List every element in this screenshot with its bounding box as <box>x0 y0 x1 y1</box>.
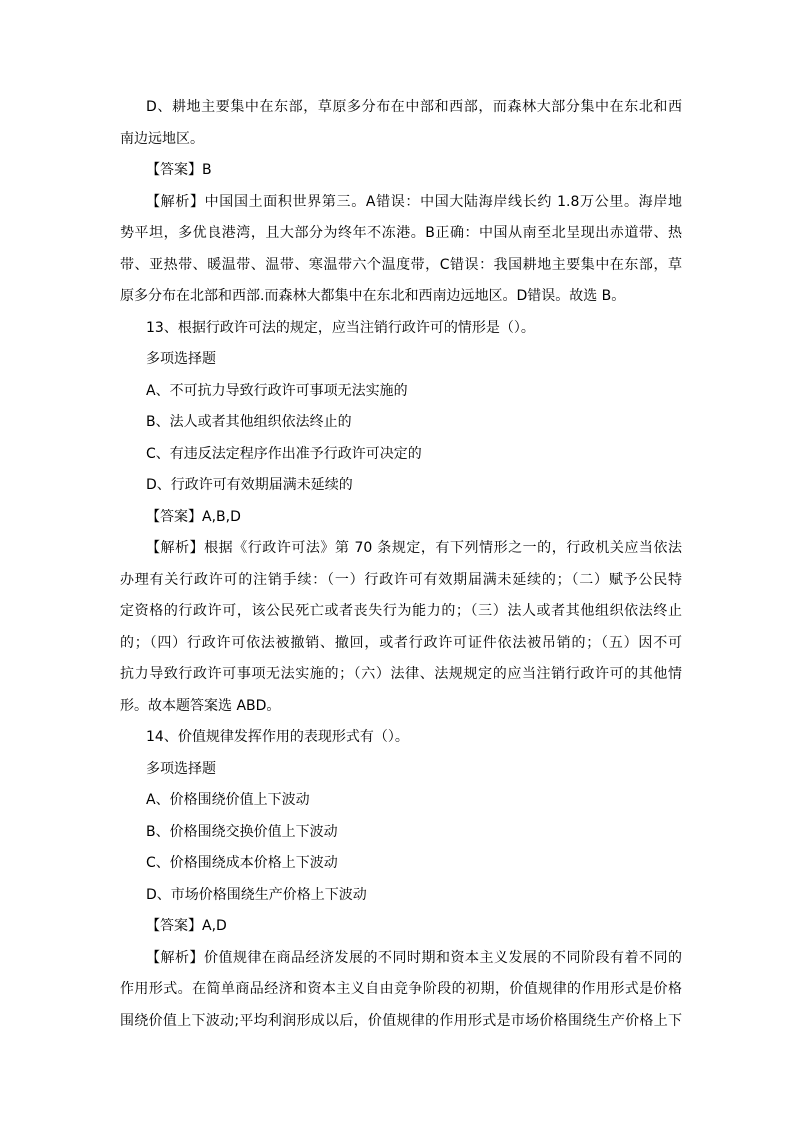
text-line: D、耕地主要集中在东部，草原多分布在中部和西部，而森林大部分集中在东北和西 <box>146 99 682 115</box>
text-line: C、有违反法定程序作出准予行政许可决定的 <box>146 445 422 462</box>
text-line: 【答案】A,D <box>146 918 227 934</box>
text-line: 定资格的行政许可，该公民死亡或者丧失行为能力的；（三）法人或者其他组织依法终止 <box>120 603 682 619</box>
text-line: C、价格围绕成本价格上下波动 <box>146 855 338 871</box>
paragraph <box>120 502 682 534</box>
paragraph <box>120 155 682 187</box>
text-line: 【解析】价值规律在商品经济发展的不同时期和资本主义发展的不同阶段有着不同的 <box>146 949 682 966</box>
text-line: B、价格围绕交换价值上下波动 <box>146 823 338 840</box>
paragraph <box>120 407 682 439</box>
text-line: 的；（四）行政许可依法被撤销、撤回，或者行政许可证件依法被吊销的；（五）因不可 <box>120 634 682 651</box>
paragraph <box>120 943 682 1038</box>
text-line: 南边远地区。 <box>120 130 204 147</box>
document-body <box>120 92 682 1037</box>
paragraph <box>120 470 682 502</box>
text-line: 【解析】中国国土面积世界第三。A错误：中国大陆海岸线长约 1.8万公里。海岸地 <box>146 193 682 210</box>
paragraph <box>120 785 682 817</box>
paragraph <box>120 848 682 880</box>
text-line: 14、价值规律发挥作用的表现形式有（）。 <box>146 729 409 745</box>
paragraph <box>120 344 682 376</box>
paragraph <box>120 754 682 786</box>
text-line: 【答案】A,B,D <box>146 508 241 525</box>
paragraph <box>120 313 682 345</box>
text-line: 13、根据行政许可法的规定，应当注销行政许可的情形是（）。 <box>146 319 535 336</box>
text-line: D、市场价格围绕生产价格上下波动 <box>146 886 367 903</box>
paragraph <box>120 533 682 722</box>
text-line: 【答案】B <box>146 162 212 178</box>
paragraph <box>120 722 682 754</box>
text-line: 围绕价值上下波动;平均利润形成以后，价值规律的作用形式是市场价格围绕生产价格上下 <box>120 1012 682 1029</box>
text-line: 势平坦，多优良港湾，且大部分为终年不冻港。B正确：中国从南至北呈现出赤道带、热 <box>120 225 682 241</box>
paragraph <box>120 911 682 943</box>
text-line: 抗力导致行政许可事项无法实施的；（六）法律、法规规定的应当注销行政许可的其他情 <box>120 666 682 682</box>
text-line: 办理有关行政许可的注销手续：（一）行政许可有效期届满未延续的；（二）赋予公民特 <box>120 571 682 588</box>
text-line: 多项选择题 <box>146 351 216 367</box>
text-line: 多项选择题 <box>146 760 216 777</box>
paragraph <box>120 817 682 849</box>
text-line: 原多分布在北部和西部.而森林大都集中在东北和西南边远地区。D错误。故选 B。 <box>120 288 626 304</box>
paragraph <box>120 92 682 155</box>
text-line: 作用形式。在简单商品经济和资本主义自由竞争阶段的初期，价值规律的作用形式是价格 <box>120 981 682 997</box>
text-line: A、价格围绕价值上下波动 <box>146 792 310 808</box>
text-line: 【解析】根据《行政许可法》第 70 条规定，有下列情形之一的，行政机关应当依法 <box>146 540 682 556</box>
paragraph <box>120 187 682 313</box>
text-line: D、行政许可有效期届满未延续的 <box>146 477 353 493</box>
text-line: 形。故本题答案选 ABD。 <box>120 697 281 714</box>
text-line: 带、亚热带、暖温带、温带、寒温带六个温度带，C错误：我国耕地主要集中在东部，草 <box>120 256 682 273</box>
paragraph <box>120 880 682 912</box>
paragraph <box>120 439 682 471</box>
text-line: B、法人或者其他组织依法终止的 <box>146 414 352 430</box>
text-line: A、不可抗力导致行政许可事项无法实施的 <box>146 382 408 399</box>
paragraph <box>120 376 682 408</box>
